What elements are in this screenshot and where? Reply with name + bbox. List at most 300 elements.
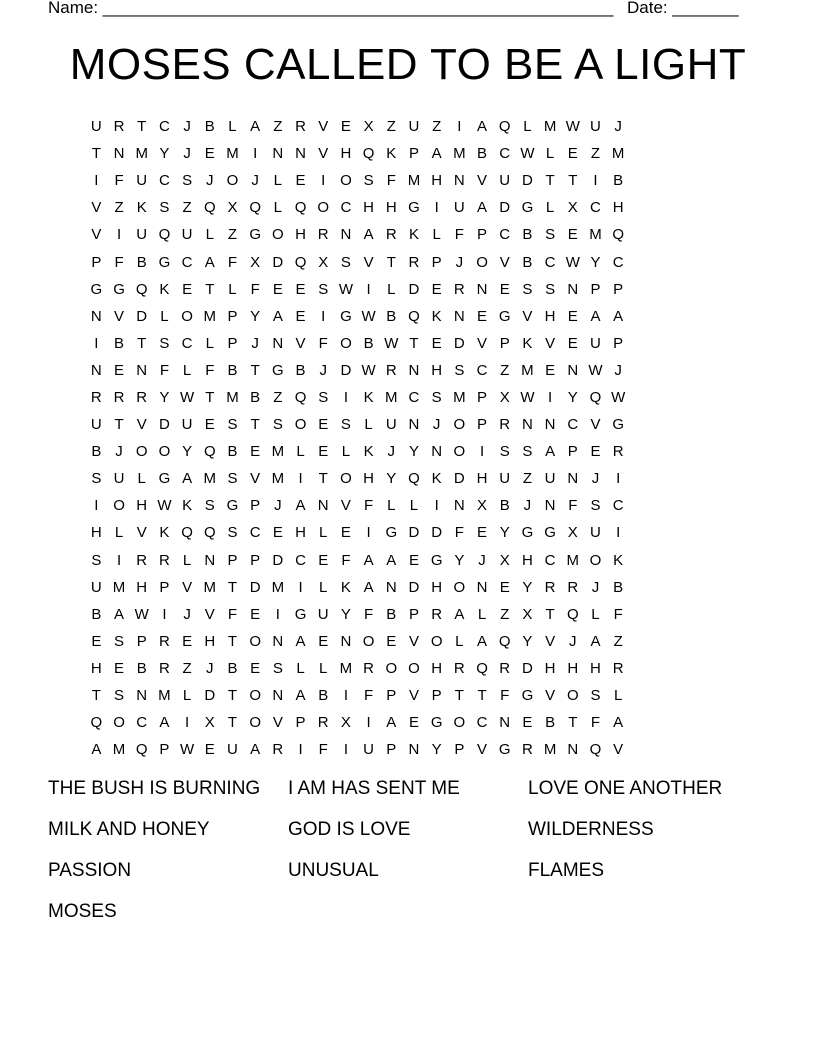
grid-letter: K xyxy=(159,280,170,298)
grid-letter: T xyxy=(91,145,101,163)
grid-letter: C xyxy=(499,226,511,244)
grid-letter: L xyxy=(273,199,283,217)
grid-letter: E xyxy=(318,443,329,461)
grid-letter: P xyxy=(227,307,238,325)
grid-letter: L xyxy=(341,443,351,461)
grid-letter: K xyxy=(431,307,442,325)
grid-letter: P xyxy=(454,741,465,759)
grid-row xyxy=(85,113,630,140)
grid-letter: B xyxy=(227,659,238,677)
grid-letter: C xyxy=(544,253,556,271)
grid-letter: V xyxy=(590,416,601,434)
grid-letter: E xyxy=(272,524,283,542)
grid-letter: E xyxy=(567,307,578,325)
grid-letter: B xyxy=(499,497,510,515)
grid-letter: O xyxy=(589,551,602,569)
grid-letter: I xyxy=(298,578,303,596)
grid-letter: E xyxy=(204,145,215,163)
grid-letter: B xyxy=(613,578,624,596)
grid-letter: X xyxy=(567,199,578,217)
grid-letter: U xyxy=(385,416,397,434)
grid-letter: W xyxy=(520,145,535,163)
grid-letter: J xyxy=(115,443,123,461)
grid-letter: W xyxy=(157,497,172,515)
grid-letter: S xyxy=(431,388,442,406)
grid-letter: V xyxy=(318,118,329,136)
grid-letter: A xyxy=(159,714,170,732)
grid-letter: A xyxy=(613,307,624,325)
grid-letter: D xyxy=(408,578,420,596)
grid-letter: E xyxy=(431,280,442,298)
grid-letter: O xyxy=(249,687,261,705)
grid-letter: O xyxy=(453,443,466,461)
grid-letter: R xyxy=(612,443,624,461)
grid-letter: E xyxy=(522,714,533,732)
grid-letter: G xyxy=(294,605,307,623)
grid-letter: M xyxy=(158,687,171,705)
grid-letter: Q xyxy=(362,145,375,163)
grid-letter: O xyxy=(453,578,466,596)
grid-letter: S xyxy=(318,388,329,406)
grid-letter: Y xyxy=(567,388,578,406)
grid-letter: E xyxy=(499,280,510,298)
grid-letter: J xyxy=(251,172,259,190)
grid-letter: B xyxy=(522,226,533,244)
grid-letter: U xyxy=(136,172,148,190)
grid-letter: V xyxy=(204,605,215,623)
grid-letter: Q xyxy=(158,226,171,244)
grid-letter: M xyxy=(203,470,217,488)
grid-letter: O xyxy=(453,714,466,732)
grid-letter: Y xyxy=(386,470,397,488)
grid-letter: O xyxy=(566,687,579,705)
grid-letter: Q xyxy=(294,253,307,271)
grid-letter: V xyxy=(363,253,374,271)
grid-letter: W xyxy=(361,361,376,379)
grid-letter: D xyxy=(521,659,533,677)
grid-letter: E xyxy=(590,443,601,461)
grid-letter: O xyxy=(317,199,330,217)
grid-letter: Q xyxy=(181,524,193,542)
grid-letter: V xyxy=(477,334,488,352)
grid-letter: F xyxy=(568,497,578,515)
grid-letter: M xyxy=(453,388,466,406)
grid-letter: N xyxy=(272,334,284,352)
grid-letter: I xyxy=(116,226,122,244)
grid-letter: Q xyxy=(249,199,261,217)
grid-letter: P xyxy=(408,605,419,623)
grid-letter: P xyxy=(613,334,624,352)
grid-letter: R xyxy=(499,416,511,434)
grid-letter: B xyxy=(545,714,556,732)
grid-letter: W xyxy=(565,118,580,136)
grid-letter: J xyxy=(478,551,486,569)
grid-letter: T xyxy=(227,714,238,732)
grid-letter: D xyxy=(272,551,284,569)
grid-letter: N xyxy=(453,172,465,190)
grid-letter: P xyxy=(250,551,261,569)
grid-letter: M xyxy=(226,145,239,163)
grid-letter: C xyxy=(567,416,579,434)
grid-letter: V xyxy=(477,172,488,190)
grid-letter: M xyxy=(385,388,398,406)
grid-letter: H xyxy=(90,524,102,542)
grid-letter: C xyxy=(295,551,306,569)
grid-letter: G xyxy=(521,199,534,217)
grid-letter: S xyxy=(114,632,125,650)
grid-letter: F xyxy=(159,361,169,379)
word-list-item: FLAMES xyxy=(528,860,605,881)
grid-letter: V xyxy=(340,497,351,515)
grid-letter: L xyxy=(477,605,487,623)
grid-letter: L xyxy=(319,524,328,542)
grid-letter: Y xyxy=(182,443,193,461)
grid-letter: X xyxy=(363,118,374,136)
grid-letter: A xyxy=(295,687,306,705)
grid-letter: M xyxy=(135,145,148,163)
word-list-item: THE BUSH IS BURNING xyxy=(48,778,261,799)
grid-letter: X xyxy=(318,253,329,271)
grid-letter: M xyxy=(226,388,239,406)
grid-letter: A xyxy=(363,551,374,569)
name-field-label: Name: ______________________________________________________ xyxy=(48,0,614,17)
grid-letter: E xyxy=(250,659,261,677)
grid-letter: F xyxy=(364,687,374,705)
grid-letter: P xyxy=(590,280,601,298)
grid-letter: D xyxy=(431,524,443,542)
grid-letter: V xyxy=(136,524,147,542)
grid-letter: V xyxy=(91,226,102,244)
grid-letter: M xyxy=(543,118,557,136)
grid-letter: V xyxy=(136,416,147,434)
grid-letter: G xyxy=(544,524,556,542)
grid-letter: U xyxy=(317,605,329,623)
grid-letter: K xyxy=(408,226,419,244)
grid-letter: L xyxy=(364,416,373,434)
grid-letter: G xyxy=(385,524,398,542)
grid-letter: O xyxy=(226,172,239,190)
grid-letter: L xyxy=(613,687,623,705)
grid-letter: L xyxy=(319,659,328,677)
grid-letter: Q xyxy=(408,307,420,325)
grid-letter: V xyxy=(318,145,329,163)
grid-letter: Q xyxy=(498,632,511,650)
grid-letter: C xyxy=(158,172,170,190)
grid-letter: H xyxy=(521,551,533,569)
grid-letter: S xyxy=(159,199,170,217)
grid-row xyxy=(85,628,630,655)
grid-letter: N xyxy=(567,361,579,379)
grid-letter: J xyxy=(387,443,396,461)
grid-letter: F xyxy=(318,334,328,352)
grid-letter: C xyxy=(544,551,556,569)
grid-letter: N xyxy=(567,470,579,488)
grid-letter: D xyxy=(408,280,420,298)
grid-letter: M xyxy=(271,443,285,461)
grid-letter: K xyxy=(182,497,193,515)
word-list-item: UNUSUAL xyxy=(288,860,379,881)
grid-letter: C xyxy=(249,524,261,542)
grid-letter: P xyxy=(295,714,306,732)
grid-letter: S xyxy=(91,551,102,569)
grid-letter: E xyxy=(272,280,283,298)
grid-letter: S xyxy=(227,416,238,434)
grid-letter: G xyxy=(498,307,511,325)
grid-letter: B xyxy=(386,307,397,325)
grid-letter: I xyxy=(616,470,621,488)
grid-letter: R xyxy=(385,361,397,379)
grid-letter: R xyxy=(567,578,579,596)
grid-letter: Q xyxy=(203,199,216,217)
grid-letter: L xyxy=(455,632,464,650)
grid-letter: N xyxy=(295,145,306,163)
grid-letter: Q xyxy=(612,226,624,244)
grid-letter: Q xyxy=(589,741,602,759)
grid-letter: J xyxy=(591,470,600,488)
grid-letter: R xyxy=(453,659,465,677)
grid-letter: H xyxy=(340,145,352,163)
grid-letter: C xyxy=(612,497,624,515)
grid-letter: E xyxy=(204,741,215,759)
grid-letter: G xyxy=(430,551,443,569)
grid-row xyxy=(85,682,630,709)
grid-letter: B xyxy=(136,253,147,271)
grid-letter: B xyxy=(227,443,238,461)
grid-letter: B xyxy=(477,145,488,163)
grid-letter: I xyxy=(343,741,348,759)
grid-letter: Z xyxy=(273,118,283,136)
grid-letter: V xyxy=(182,578,193,596)
grid-letter: H xyxy=(295,524,306,542)
grid-letter: Z xyxy=(386,118,396,136)
grid-letter: J xyxy=(591,578,600,596)
grid-letter: I xyxy=(343,388,348,406)
grid-letter: O xyxy=(113,714,125,732)
grid-letter: R xyxy=(544,578,556,596)
grid-letter: R xyxy=(499,659,511,677)
grid-letter: S xyxy=(318,280,329,298)
grid-letter: N xyxy=(431,443,443,461)
grid-letter: J xyxy=(274,497,282,515)
grid-letter: I xyxy=(479,443,485,461)
grid-letter: K xyxy=(159,524,170,542)
grid-letter: Z xyxy=(500,605,510,623)
grid-letter: A xyxy=(545,443,556,461)
grid-letter: S xyxy=(522,443,533,461)
grid-letter: S xyxy=(545,280,556,298)
grid-letter: T xyxy=(568,172,578,190)
grid-letter: E xyxy=(386,632,397,650)
grid-letter: Y xyxy=(431,741,442,759)
grid-letter: U xyxy=(113,470,125,488)
word-search-grid xyxy=(85,113,630,763)
grid-letter: R xyxy=(408,253,420,271)
grid-letter: F xyxy=(364,605,374,623)
grid-letter: J xyxy=(319,361,327,379)
grid-letter: L xyxy=(545,145,555,163)
grid-letter: X xyxy=(499,388,510,406)
grid-letter: U xyxy=(90,118,102,136)
grid-letter: D xyxy=(499,199,511,217)
grid-letter: N xyxy=(476,578,488,596)
grid-letter: T xyxy=(137,334,147,352)
grid-letter: W xyxy=(338,280,353,298)
grid-letter: E xyxy=(567,145,578,163)
grid-letter: I xyxy=(94,172,99,190)
grid-letter: I xyxy=(321,172,326,190)
grid-letter: M xyxy=(271,470,285,488)
grid-letter: G xyxy=(612,416,624,434)
grid-letter: E xyxy=(318,551,329,569)
grid-letter: P xyxy=(408,145,419,163)
grid-letter: C xyxy=(590,199,601,217)
grid-letter: P xyxy=(227,334,238,352)
grid-letter: H xyxy=(363,199,375,217)
grid-row xyxy=(85,465,630,492)
grid-letter: S xyxy=(204,497,215,515)
grid-letter: P xyxy=(136,632,147,650)
grid-letter: W xyxy=(180,741,195,759)
grid-letter: L xyxy=(137,470,146,488)
grid-letter: V xyxy=(522,307,533,325)
grid-letter: H xyxy=(612,199,624,217)
grid-letter: A xyxy=(431,145,442,163)
grid-letter: E xyxy=(250,605,261,623)
grid-letter: V xyxy=(545,632,556,650)
grid-letter: T xyxy=(250,361,260,379)
grid-letter: A xyxy=(386,714,397,732)
grid-letter: Q xyxy=(498,118,511,136)
grid-row xyxy=(85,221,630,248)
grid-row xyxy=(85,167,630,194)
grid-letter: H xyxy=(431,172,443,190)
word-list-item: MILK AND HONEY xyxy=(48,819,210,840)
grid-letter: K xyxy=(340,578,351,596)
grid-letter: Y xyxy=(454,551,465,569)
grid-letter: O xyxy=(113,497,125,515)
grid-letter: Y xyxy=(159,388,170,406)
grid-letter: W xyxy=(384,334,399,352)
grid-letter: S xyxy=(454,361,465,379)
grid-letter: P xyxy=(386,687,397,705)
grid-letter: A xyxy=(590,632,601,650)
grid-letter: F xyxy=(205,361,215,379)
grid-letter: N xyxy=(408,416,420,434)
grid-letter: N xyxy=(90,307,102,325)
grid-letter: P xyxy=(499,334,510,352)
grid-letter: B xyxy=(250,388,261,406)
grid-letter: V xyxy=(91,199,102,217)
grid-letter: N xyxy=(113,145,125,163)
grid-letter: R xyxy=(272,741,284,759)
grid-letter: J xyxy=(455,253,464,271)
grid-letter: C xyxy=(340,199,352,217)
grid-letter: Z xyxy=(432,118,442,136)
grid-letter: S xyxy=(272,659,283,677)
grid-letter: N xyxy=(453,307,465,325)
grid-letter: W xyxy=(134,605,149,623)
grid-letter: N xyxy=(567,280,579,298)
grid-letter: N xyxy=(408,361,420,379)
grid-letter: R xyxy=(317,714,329,732)
grid-letter: G xyxy=(226,497,239,515)
grid-letter: Q xyxy=(203,443,216,461)
grid-letter: U xyxy=(453,199,465,217)
grid-letter: S xyxy=(340,253,351,271)
grid-letter: J xyxy=(523,497,532,515)
grid-letter: S xyxy=(499,443,510,461)
grid-letter: A xyxy=(477,118,488,136)
grid-letter: F xyxy=(454,226,464,244)
grid-letter: Q xyxy=(566,605,579,623)
grid-letter: H xyxy=(385,199,397,217)
grid-letter: Q xyxy=(294,388,307,406)
date-field-label: Date: _______ xyxy=(627,0,739,17)
grid-letter: I xyxy=(434,199,439,217)
grid-letter: Z xyxy=(590,145,601,163)
grid-letter: X xyxy=(227,199,238,217)
grid-row xyxy=(85,357,630,384)
grid-letter: I xyxy=(434,497,439,515)
grid-letter: V xyxy=(408,632,419,650)
grid-row xyxy=(85,709,630,736)
grid-row xyxy=(85,276,630,303)
grid-letter: D xyxy=(204,687,216,705)
grid-letter: C xyxy=(499,145,511,163)
grid-letter: F xyxy=(613,605,623,623)
grid-letter: T xyxy=(386,253,396,271)
grid-row xyxy=(85,519,630,546)
grid-letter: E xyxy=(250,443,261,461)
grid-letter: S xyxy=(159,334,170,352)
grid-letter: O xyxy=(294,416,307,434)
grid-letter: H xyxy=(590,659,601,677)
grid-letter: I xyxy=(366,714,371,732)
grid-letter: M xyxy=(453,145,466,163)
grid-letter: Q xyxy=(90,714,103,732)
grid-letter: R xyxy=(431,605,443,623)
grid-letter: T xyxy=(545,605,555,623)
grid-letter: A xyxy=(386,551,397,569)
grid-letter: E xyxy=(295,280,306,298)
grid-letter: L xyxy=(182,687,192,705)
grid-letter: U xyxy=(499,470,511,488)
grid-letter: A xyxy=(363,226,374,244)
grid-letter: E xyxy=(408,551,419,569)
grid-letter: L xyxy=(114,524,124,542)
grid-letter: N xyxy=(340,632,352,650)
grid-letter: G xyxy=(430,714,443,732)
grid-letter: E xyxy=(545,361,556,379)
grid-letter: N xyxy=(476,280,488,298)
grid-letter: J xyxy=(614,118,622,136)
grid-letter: M xyxy=(112,741,126,759)
grid-letter: E xyxy=(340,118,351,136)
grid-letter: R xyxy=(158,632,170,650)
grid-letter: N xyxy=(272,145,284,163)
grid-letter: E xyxy=(295,172,306,190)
grid-letter: M xyxy=(407,172,421,190)
grid-row xyxy=(85,194,630,221)
grid-letter: L xyxy=(296,443,305,461)
grid-letter: N xyxy=(544,497,556,515)
grid-letter: L xyxy=(205,334,214,352)
grid-letter: V xyxy=(250,470,261,488)
grid-letter: E xyxy=(318,632,329,650)
grid-letter: G xyxy=(249,226,261,244)
grid-letter: A xyxy=(272,307,283,325)
grid-letter: C xyxy=(476,714,488,732)
